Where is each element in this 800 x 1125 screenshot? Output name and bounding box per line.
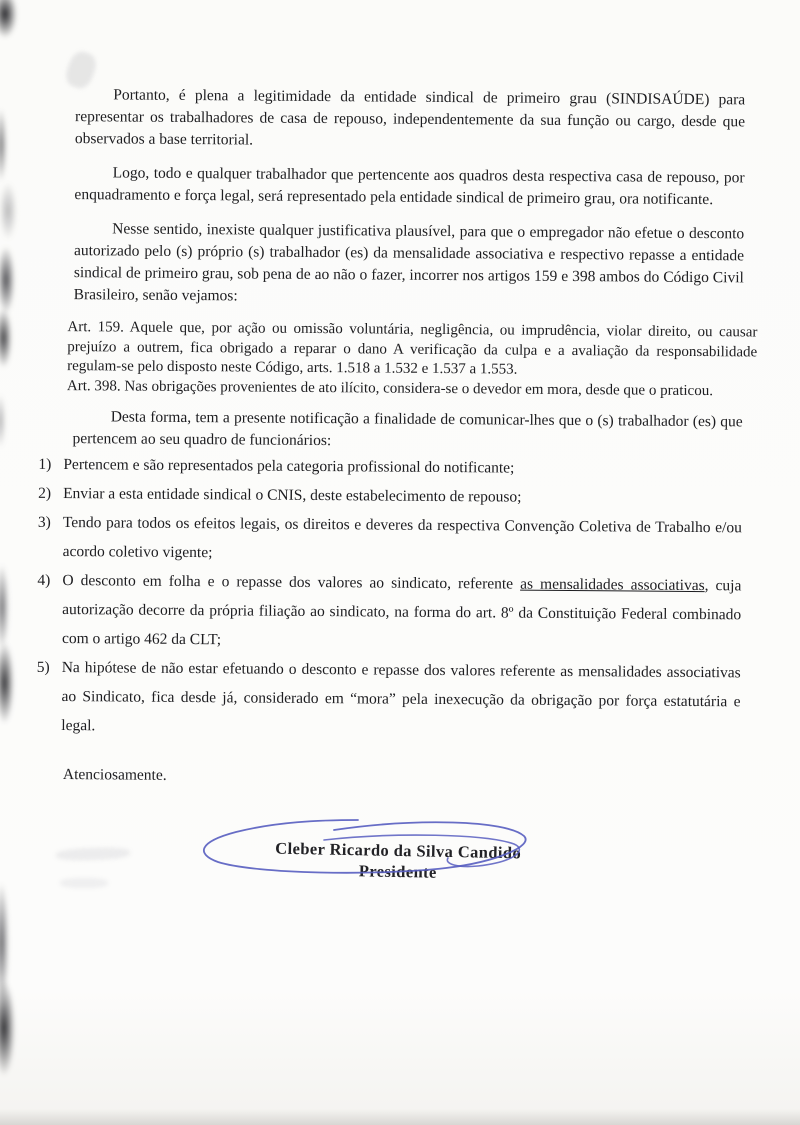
list-item-3 [37,508,742,571]
list-item-4-text-after: , cuja autorização decorre da própria filiação ao sindicato, na forma do art. 8º da Constituição Federal combinado com o artigo 462 da CLT; [61,577,742,649]
notification-items-list [36,450,742,745]
list-item-4 [37,566,742,658]
legal-quote-block [67,318,758,401]
list-item-4-text-before: O desconto em folha e o repasse dos valores ao sindicato, referente [62,572,521,593]
list-item-5 [36,653,741,745]
list-item-2-number: 2) [38,484,52,502]
paragraph-finalidade-notificacao: Desta forma, tem a presente notificação a finalidade de comunicar-lhes que o (s) trabalhador (es) que pertencem ao seu quadro de funcionários: [72,408,743,450]
quote-art-159: Art. 159. Aquele que, por ação ou omissão voluntária, negligência, ou imprudência, violar direito, ou causar prejuízo a outrem, fica obrigado a reparar o dano A verificação da culpa e a avaliação da responsabilidade regulam-se pelo disposto neste Código, arts. 1.518 a 1.532 e 1.537 a 1.553. [67,319,758,378]
signatory-name: Cleber Ricardo da Silva Candido [275,838,522,863]
list-item-2-text: Enviar a esta entidade sindical o CNIS, deste estabelecimento de repouso; [63,485,522,506]
list-item-1-number: 1) [38,455,52,473]
list-item-4-underlined-phrase: as mensalidades associativas [520,575,705,595]
paragraph-representacao-trabalhador: Logo, todo e qualquer trabalhador que pertencente aos quadros desta respectiva casa de repouso, por enquadramento e força legal, será representado pela entidade sindical de primeiro grau, ora notificante. [74,164,745,209]
list-item-4-number: 4) [37,571,51,589]
closing-salutation: Atenciosamente. [62,766,167,784]
signature-block [178,836,619,886]
list-item-3-number: 3) [37,513,51,531]
scan-bleedthrough-mark [60,878,108,888]
paragraph-legitimidade-sindical: Portanto, é plena a legitimidade da entidade sindical de primeiro grau (SINDISAÚDE) para representar os trabalhadores de casa de repouso, independentemente da sua função ou cargo, desde que observados a base territorial. [74,86,746,149]
list-item-3-text: Tendo para todos os efeitos legais, os direitos e deveres da respectiva Convenção Coletiva de Trabalho e/ou acordo coletivo vigente; [62,514,742,562]
paragraph-desconto-mensalidade: Nesse sentido, inexiste qualquer justificativa plausível, para que o empregador não efetue o desconto autorizado pelo (s) próprio (s) trabalhador (es) da mensalidade associativa e respectivo repasse a entidade sindical de primeiro grau, sob pena de ao não o fazer, incorrer nos artigos 159 e 398 ambos do Código Civil Brasileiro, senão vejamos: [73,220,745,305]
scan-bleedthrough-mark [56,847,130,862]
scan-edge-smudge [0,980,15,1076]
list-item-5-number: 5) [36,658,50,676]
list-item-5-text: Na hipótese de não estar efetuando o desconto e repasse dos valores referente as mensalidades associativas ao Sindicato, fica desde já, considerado em “mora” pela inexecução da obrigação por força estatutária e legal. [61,659,741,735]
list-item-1-text: Pertencem e são representados pela categoria profissional do notificante; [63,456,515,477]
quote-art-398: Art. 398. Nas obrigações provenientes de ato ilícito, considera-se o devedor em mora, desde que o praticou. [66,377,714,399]
signatory-title: Presidente [358,861,437,882]
scan-bottom-shadow [0,1109,800,1125]
